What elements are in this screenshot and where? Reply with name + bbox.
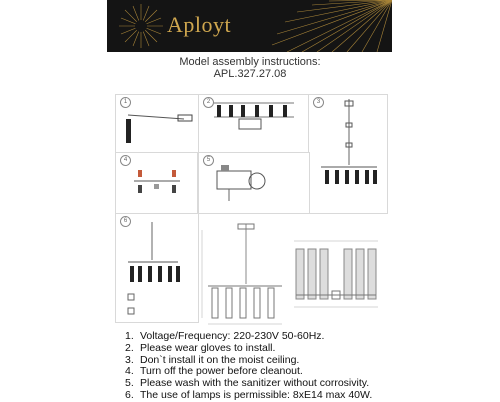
step-number: 2 xyxy=(203,97,214,108)
step-3-panel xyxy=(308,94,388,214)
instruction-item: 5. Please wash with the sanitizer without corrosivity. xyxy=(125,377,370,390)
dimension-drawing-side xyxy=(286,235,386,315)
step-number: 6 xyxy=(120,216,131,227)
step-number: 5 xyxy=(203,155,214,166)
step-6-diagram xyxy=(116,214,198,322)
instruction-item: 1. Voltage/Frequency: 220-230V 50-60Hz. xyxy=(125,330,325,342)
step-5-diagram xyxy=(199,153,309,213)
step-6-panel xyxy=(115,213,199,323)
model-number: APL.327.27.08 xyxy=(213,68,287,80)
step-3-diagram xyxy=(309,95,387,213)
step-4-panel xyxy=(115,152,198,214)
step-number: 1 xyxy=(120,97,131,108)
dimension-drawing-front xyxy=(198,222,288,330)
step-5-panel xyxy=(198,152,310,214)
step-number: 4 xyxy=(120,155,131,166)
sunburst-decoration xyxy=(107,0,392,52)
step-4-diagram xyxy=(116,153,197,213)
step-2-diagram xyxy=(199,95,309,152)
document-title: Model assembly instructions: xyxy=(179,56,321,68)
instruction-item: 2. Please wear gloves to install. xyxy=(125,341,276,354)
step-2-panel xyxy=(198,94,310,153)
step-number: 3 xyxy=(313,97,324,108)
instructions-list xyxy=(125,331,372,402)
instruction-item: 4. Turn off the power before cleanout. xyxy=(125,365,303,378)
brand-logo: Aployt xyxy=(167,12,232,37)
instruction-item: 6. The use of lamps is permissible: 8xE14 max 40W. xyxy=(125,388,373,401)
brand-banner xyxy=(107,0,392,52)
instruction-item: 3. Don`t install it on the moist ceiling. xyxy=(125,353,300,366)
